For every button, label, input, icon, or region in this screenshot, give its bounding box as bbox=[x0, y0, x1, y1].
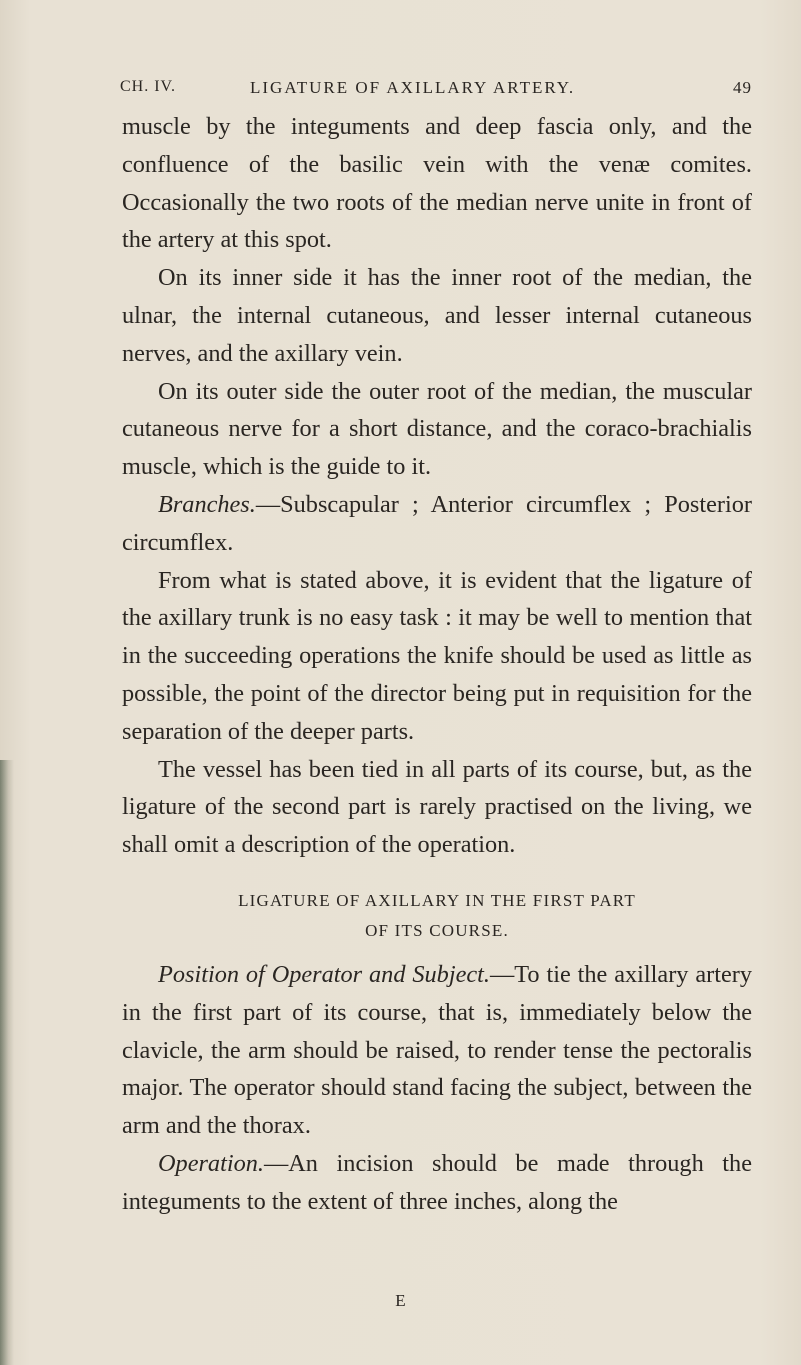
paragraph: The vessel has been tied in all parts of its course, but, as the ligature of the second part is rarely practised on the living, we shall omit a description of the operation. bbox=[122, 755, 752, 859]
paragraph: From what is stated above, it is evident that the ligature of the axillary trunk is no easy task : it may be well to mention that in the succeeding operations the knife should be used as little as possible, the point of the director being put in requisition for the separation of the deeper parts. bbox=[122, 566, 752, 745]
paragraph: On its inner side it has the inner root of the median, the ulnar, the internal cutaneous, and lesser internal cutaneous nerves, and the axillary vein. bbox=[122, 264, 752, 367]
paragraph-text: —An incision should be made through the integuments to the extent of three inches, along the bbox=[122, 1149, 752, 1215]
binding-shadow bbox=[0, 760, 14, 1365]
paragraph-label: Branches. bbox=[158, 490, 256, 518]
running-header bbox=[120, 78, 752, 102]
page-number: 49 bbox=[733, 78, 752, 97]
paragraph-label: Operation. bbox=[158, 1149, 264, 1177]
running-title: LIGATURE OF AXILLARY ARTERY. bbox=[250, 78, 576, 97]
paragraph-label: Position of Operator and Subject. bbox=[158, 960, 490, 988]
section-heading-line2: OF ITS COURSE. bbox=[365, 920, 509, 940]
paragraph: On its outer side the outer root of the median, the muscular cutaneous nerve for a short distance, and the coraco-brachialis muscle, which is the guide to it. bbox=[122, 377, 752, 481]
paragraph bbox=[122, 956, 752, 1145]
signature-mark: E bbox=[395, 1291, 406, 1310]
paragraph-text: —To tie the axillary artery in the first part of its course, that is, immediately below the clavicle, the arm should be raised, to render tense the pectoralis major. The operator should stand facing the subject, between the arm and the thorax. bbox=[122, 960, 752, 1140]
section-heading bbox=[122, 886, 752, 946]
paragraph bbox=[122, 1145, 752, 1221]
paragraph-text: —Subscapular ; Anterior circumflex ; Posterior circumflex. bbox=[122, 490, 752, 556]
paragraph: muscle by the integuments and deep fascia only, and the confluence of the basilic vein with the venæ comites. Occasionally the two roots of the median nerve unite in front of the artery at this spot. bbox=[122, 113, 752, 254]
page-body bbox=[122, 108, 752, 1221]
section-heading-line1: LIGATURE OF AXILLARY IN THE FIRST PART bbox=[238, 890, 636, 910]
chapter-label: CH. IV. bbox=[120, 78, 177, 95]
paragraph bbox=[122, 486, 752, 562]
